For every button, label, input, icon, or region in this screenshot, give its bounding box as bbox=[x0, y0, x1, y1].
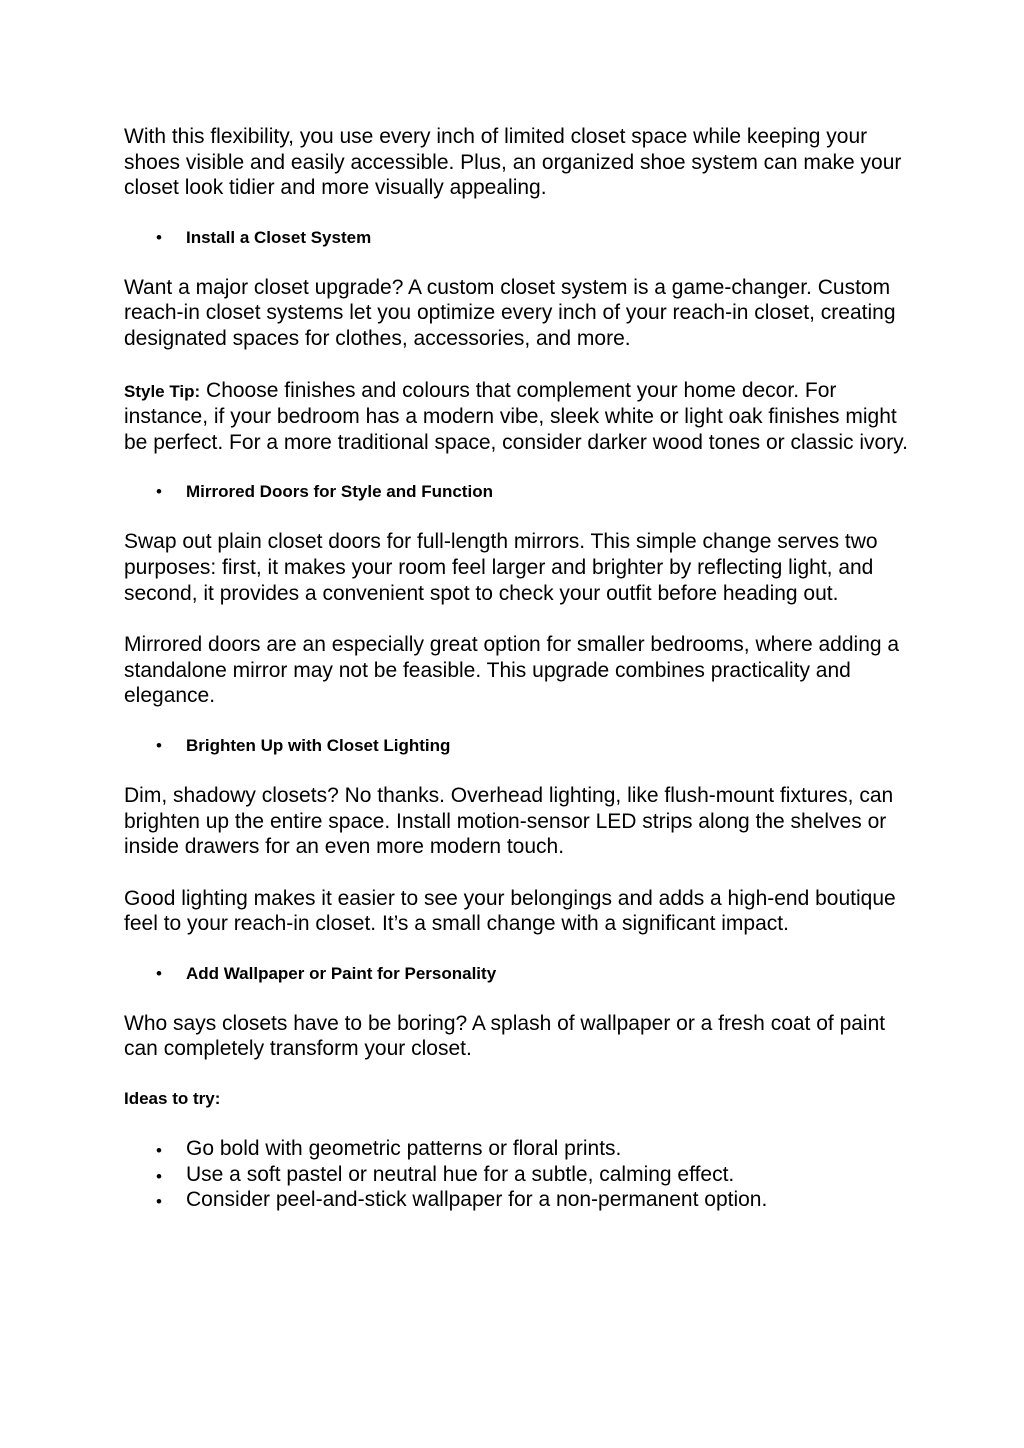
style-tip-paragraph bbox=[124, 378, 914, 456]
list-item bbox=[124, 1187, 914, 1213]
ideas-label: Ideas to try: bbox=[124, 1089, 221, 1109]
list-item bbox=[124, 1136, 914, 1162]
list-item bbox=[124, 1162, 914, 1188]
bullet-icon: • bbox=[156, 963, 162, 983]
list-item-text: Go bold with geometric patterns or floral prints. bbox=[186, 1137, 622, 1161]
closet-system-paragraph: Want a major closet upgrade? A custom closet system is a game-changer. Custom reach-in closet systems let you optimize every inch of your reach-in closet, creating designated spaces for clothes, accessories, and more. bbox=[124, 275, 896, 350]
bullet-icon: • bbox=[156, 482, 162, 502]
section-heading-text: Add Wallpaper or Paint for Personality bbox=[186, 963, 497, 983]
section-heading-text: Mirrored Doors for Style and Function bbox=[186, 482, 493, 502]
bullet-icon: • bbox=[156, 227, 162, 247]
intro-paragraph: With this flexibility, you use every inch of limited closet space while keeping your shoes visible and easily accessible. Plus, an organized shoe system can make your closet look tidier and more visually appealing. bbox=[124, 125, 902, 200]
mirrored-doors-paragraph-1: Swap out plain closet doors for full-length mirrors. This simple change serves two purposes: first, it makes your room feel larger and brighter by reflecting light, and second, it provides a convenient spot to check your outfit before heading out. bbox=[124, 530, 878, 605]
section-heading-text: Brighten Up with Closet Lighting bbox=[186, 735, 451, 755]
wallpaper-paragraph: Who says closets have to be boring? A splash of wallpaper or a fresh coat of paint can completely transform your closet. bbox=[124, 1011, 886, 1061]
mirrored-doors-paragraph-2: Mirrored doors are an especially great option for smaller bedrooms, where adding a standalone mirror may not be feasible. This upgrade combines practicality and elegance. bbox=[124, 633, 900, 708]
section-heading-closet-lighting bbox=[124, 735, 914, 757]
list-item-text: Consider peel-and-stick wallpaper for a non-permanent option. bbox=[186, 1188, 768, 1212]
section-heading-text: Install a Closet System bbox=[186, 227, 372, 247]
style-tip-label: Style Tip: bbox=[124, 381, 201, 401]
list-item-text: Use a soft pastel or neutral hue for a subtle, calming effect. bbox=[186, 1162, 735, 1186]
ideas-list bbox=[124, 1136, 914, 1213]
bullet-icon: • bbox=[156, 1192, 162, 1212]
lighting-paragraph-2: Good lighting makes it easier to see your belongings and adds a high-end boutique feel to your reach-in closet. It’s a small change with a significant impact. bbox=[124, 886, 896, 936]
section-heading-wallpaper-paint bbox=[124, 963, 914, 985]
section-heading-closet-system bbox=[124, 227, 914, 249]
bullet-icon: • bbox=[156, 1166, 162, 1186]
bullet-icon: • bbox=[156, 1141, 162, 1161]
bullet-icon: • bbox=[156, 735, 162, 755]
document-page bbox=[124, 124, 914, 1213]
lighting-paragraph-1: Dim, shadowy closets? No thanks. Overhead lighting, like flush-mount fixtures, can brighten up the entire space. Install motion-sensor LED strips along the shelves or inside drawers for an even more modern touch. bbox=[124, 783, 894, 859]
style-tip-text: Choose finishes and colours that complement your home decor. For instance, if your bedroom has a modern vibe, sleek white or light oak finishes might be perfect. For a more traditional space, consider darker wood tones or classic ivory. bbox=[124, 378, 908, 454]
section-heading-mirrored-doors bbox=[124, 481, 914, 503]
